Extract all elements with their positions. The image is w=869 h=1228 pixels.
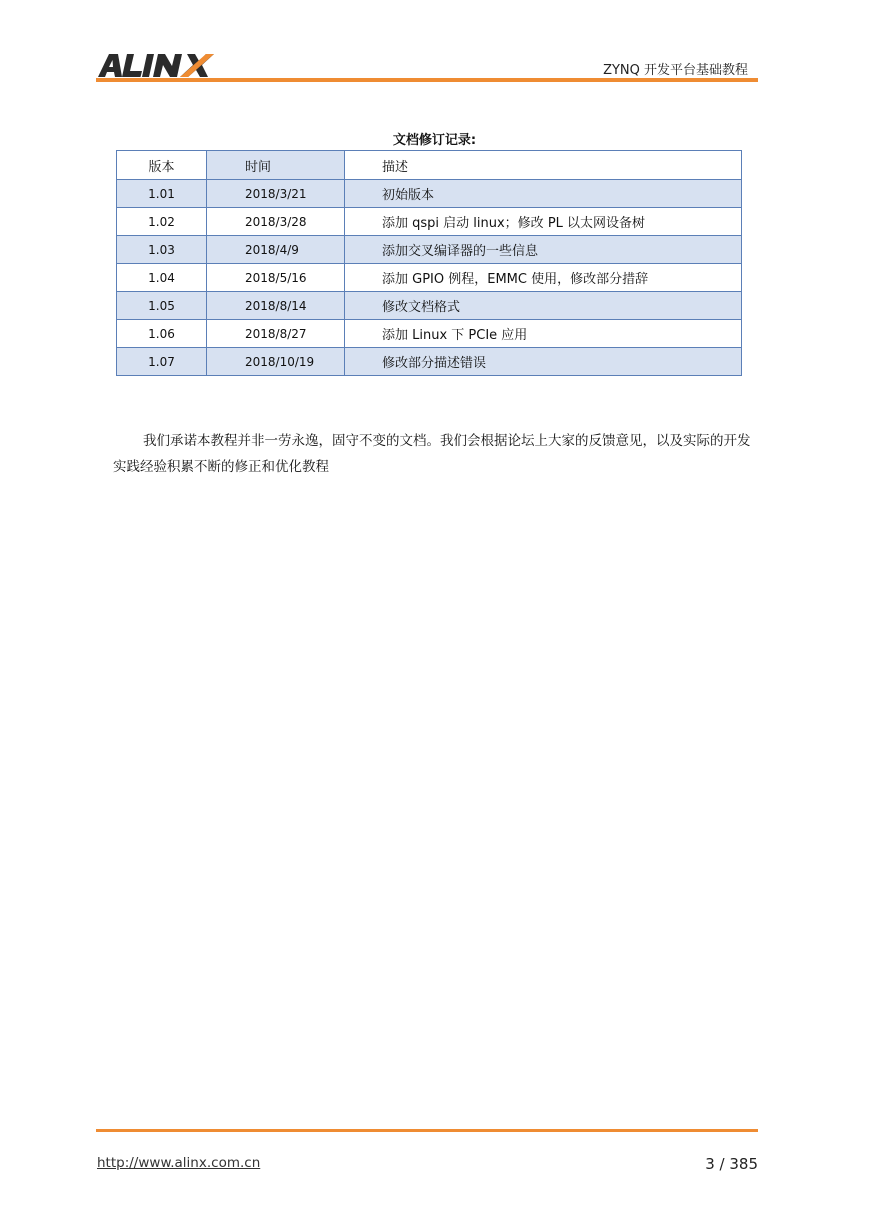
version-cell: 1.05 <box>117 292 207 320</box>
column-header-version: 版本 <box>117 151 207 180</box>
date-cell: 2018/5/16 <box>207 264 345 292</box>
header-title: ZYNQ 开发平台基础教程 <box>603 63 748 78</box>
revision-table-title: 文档修订记录: <box>392 133 477 148</box>
table-row <box>117 264 742 292</box>
date-cell: 2018/3/28 <box>207 208 345 236</box>
page-number: 3 / 385 <box>705 1155 758 1173</box>
date-cell: 2018/8/27 <box>207 320 345 348</box>
table-row <box>117 348 742 376</box>
date-cell: 2018/3/21 <box>207 180 345 208</box>
footer-divider <box>96 1129 758 1132</box>
body-paragraph: 我们承诺本教程并非一劳永逸，固守不变的文档。我们会根据论坛上大家的反馈意见，以及实际的开发实践经验积累不断的修正和优化教程 <box>113 432 751 475</box>
table-row <box>117 320 742 348</box>
table-row <box>117 180 742 208</box>
column-header-date: 时间 <box>207 151 345 180</box>
version-cell: 1.01 <box>117 180 207 208</box>
revision-table <box>116 150 742 376</box>
table-row <box>117 208 742 236</box>
description-cell: 添加 qspi 启动 linux；修改 PL 以太网设备树 <box>345 208 742 236</box>
footer-website-link[interactable]: http://www.alinx.com.cn <box>97 1155 261 1171</box>
table-row <box>117 292 742 320</box>
table-header-row <box>117 151 742 180</box>
description-cell: 修改文档格式 <box>345 292 742 320</box>
description-cell: 添加 Linux 下 PCIe 应用 <box>345 320 742 348</box>
column-header-description: 描述 <box>345 151 742 180</box>
header-divider <box>96 78 758 82</box>
version-cell: 1.04 <box>117 264 207 292</box>
version-cell: 1.02 <box>117 208 207 236</box>
version-cell: 1.06 <box>117 320 207 348</box>
description-cell: 初始版本 <box>345 180 742 208</box>
date-cell: 2018/8/14 <box>207 292 345 320</box>
description-cell: 添加交叉编译器的一些信息 <box>345 236 742 264</box>
version-cell: 1.03 <box>117 236 207 264</box>
date-cell: 2018/10/19 <box>207 348 345 376</box>
description-cell: 修改部分描述错误 <box>345 348 742 376</box>
description-cell: 添加 GPIO 例程，EMMC 使用，修改部分措辞 <box>345 264 742 292</box>
table-row <box>117 236 742 264</box>
version-cell: 1.07 <box>117 348 207 376</box>
date-cell: 2018/4/9 <box>207 236 345 264</box>
alinx-logo <box>96 50 230 80</box>
